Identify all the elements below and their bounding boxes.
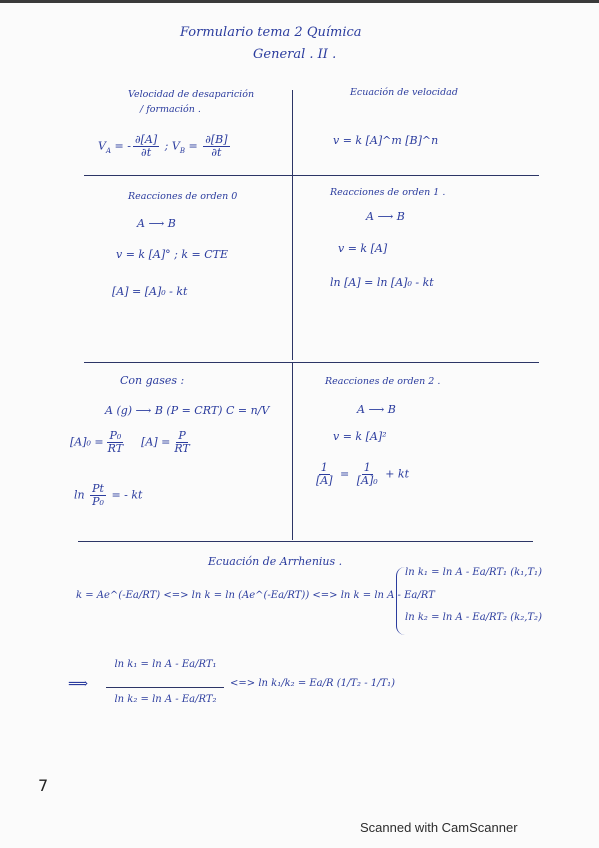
camscanner-watermark: Scanned with CamScanner	[360, 820, 518, 835]
orden1-rate: v = k [A]	[338, 242, 388, 255]
horizontal-divider-3	[78, 541, 533, 542]
arrhenius-brace	[396, 567, 405, 635]
arrhenius-equation: k = Ae^(-Ea/RT) <=> ln k = ln (Ae^(-Ea/RT)) <=> ln k = ln A - Ea/RT	[76, 590, 435, 601]
velocidad-heading-2: / formación .	[140, 104, 201, 115]
orden2-reaction: A ⟶ B	[357, 403, 396, 416]
orden2-rate: v = k [A]²	[333, 430, 387, 443]
arrhenius-heading: Ecuación de Arrhenius .	[208, 555, 343, 568]
velocidad-heading: Velocidad de desaparición	[128, 89, 255, 100]
arrhenius-case-2: ln k₂ = ln A - Ea/RT₂ (k₂,T₂)	[405, 612, 542, 623]
horizontal-divider-2	[84, 362, 539, 363]
arrhenius-fraction-numerator: ln k₁ = ln A - Ea/RT₁	[114, 659, 217, 670]
horizontal-divider-1	[84, 175, 539, 176]
ecuacion-velocidad-formula: v = k [A]^m [B]^n	[333, 134, 439, 147]
vertical-divider-bottom	[292, 362, 293, 540]
orden2-heading: Reacciones de orden 2 .	[325, 376, 441, 387]
orden1-heading: Reacciones de orden 1 .	[330, 187, 446, 198]
orden0-reaction: A ⟶ B	[137, 217, 176, 230]
arrhenius-case-1: ln k₁ = ln A - Ea/RT₁ (k₁,T₁)	[405, 567, 542, 578]
orden1-integrated: ln [A] = ln [A]₀ - kt	[330, 276, 434, 289]
arrhenius-fraction-denominator: ln k₂ = ln A - Ea/RT₂	[114, 694, 217, 705]
orden1-reaction: A ⟶ B	[366, 210, 405, 223]
arrhenius-fraction-bar	[106, 687, 224, 688]
scan-top-edge	[0, 0, 599, 3]
orden2-integrated: $\frac{1}{[A]}$ = $\frac{1}{\text{[A]₀}}$ + kt	[316, 461, 409, 488]
arrhenius-result: <=> ln k₁/k₂ = Ea/R (1/T₂ - 1/T₁)	[230, 678, 396, 689]
page-title: Formulario tema 2 Química	[180, 25, 362, 40]
orden0-heading: Reacciones de orden 0	[128, 191, 238, 202]
orden0-integrated: [A] = [A]₀ - kt	[112, 285, 188, 298]
orden0-rate: v = k [A]° ; k = CTE	[116, 248, 228, 261]
velocidad-formulas: $V_A$ = - $\frac{\partial[A]}{\partial t}$ ; $V_B$ = $\frac{\partial[B]}{\partial t}$	[98, 133, 228, 160]
vertical-divider-top	[292, 90, 293, 360]
implies-arrow: ⟹	[68, 676, 89, 692]
page-subtitle: General . II .	[253, 47, 337, 62]
gases-reaction: A (g) ⟶ B (P = CRT) C = n/V	[105, 404, 270, 417]
gases-integrated: ln $\frac{Pt}{\text{P₀}}$ = - kt	[74, 482, 143, 509]
ecuacion-velocidad-heading: Ecuación de velocidad	[350, 87, 458, 98]
gases-concentrations: [A]₀ = $\frac{\text{P₀}}{RT}$ [A] = $\frac{P}{RT}$	[70, 429, 190, 456]
page-number: 7	[38, 776, 49, 795]
gases-heading: Con gases :	[120, 374, 185, 387]
